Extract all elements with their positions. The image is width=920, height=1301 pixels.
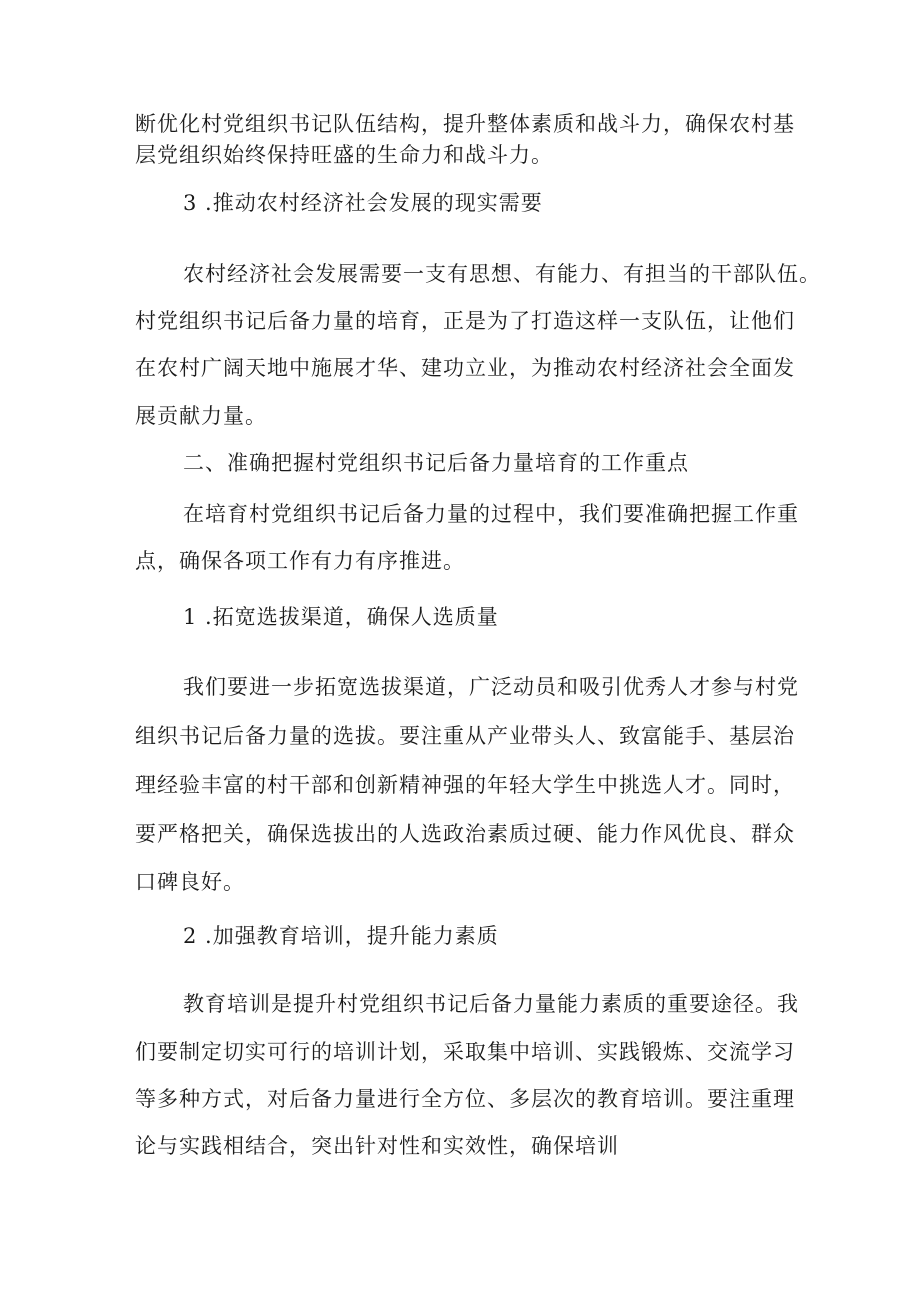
section-heading: 1 .拓宽选拔渠道，确保人选质量 bbox=[183, 605, 499, 629]
text-line: 们要制定切实可行的培训计划，采取集中培训、实践锻炼、交流学习 bbox=[135, 1040, 795, 1064]
text-line: 村党组织书记后备力量的培育，正是为了打造这样一支队伍，让他们 bbox=[135, 309, 795, 333]
text-line: 口碑良好。 bbox=[135, 870, 245, 894]
text-line: 组织书记后备力量的选拔。要注重从产业带头人、致富能手、基层治 bbox=[135, 724, 795, 748]
text-line: 论与实践相结合，突出针对性和实效性，确保培训 bbox=[135, 1134, 619, 1158]
text-line: 点，确保各项工作有力有序推进。 bbox=[135, 549, 465, 573]
text-line: 农村经济社会发展需要一支有思想、有能力、有担当的干部队伍。 bbox=[183, 262, 821, 286]
section-heading: 2 .加强教育培训，提升能力素质 bbox=[183, 924, 499, 948]
section-heading: 3 .推动农村经济社会发展的现实需要 bbox=[183, 191, 543, 215]
text-line: 在培育村党组织书记后备力量的过程中，我们要准确把握工作重 bbox=[183, 502, 799, 526]
text-line: 我们要进一步拓宽选拔渠道，广泛动员和吸引优秀人才参与村党 bbox=[183, 675, 799, 699]
text-line: 理经验丰富的村干部和创新精神强的年轻大学生中挑选人才。同时， bbox=[135, 773, 795, 797]
section-heading: 二、准确把握村党组织书记后备力量培育的工作重点 bbox=[183, 451, 689, 475]
text-line: 教育培训是提升村党组织书记后备力量能力素质的重要途径。我 bbox=[183, 992, 799, 1016]
text-line: 展贡献力量。 bbox=[135, 404, 267, 428]
text-line: 断优化村党组织书记队伍结构，提升整体素质和战斗力，确保农村基 bbox=[135, 112, 795, 136]
text-line: 层党组织始终保持旺盛的生命力和战斗力。 bbox=[135, 143, 553, 167]
text-line: 要严格把关，确保选拔出的人选政治素质过硬、能力作风优良、群众 bbox=[135, 822, 795, 846]
text-line: 在农村广阔天地中施展才华、建功立业，为推动农村经济社会全面发 bbox=[135, 356, 795, 380]
text-line: 等多种方式，对后备力量进行全方位、多层次的教育培训。要注重理 bbox=[135, 1087, 795, 1111]
